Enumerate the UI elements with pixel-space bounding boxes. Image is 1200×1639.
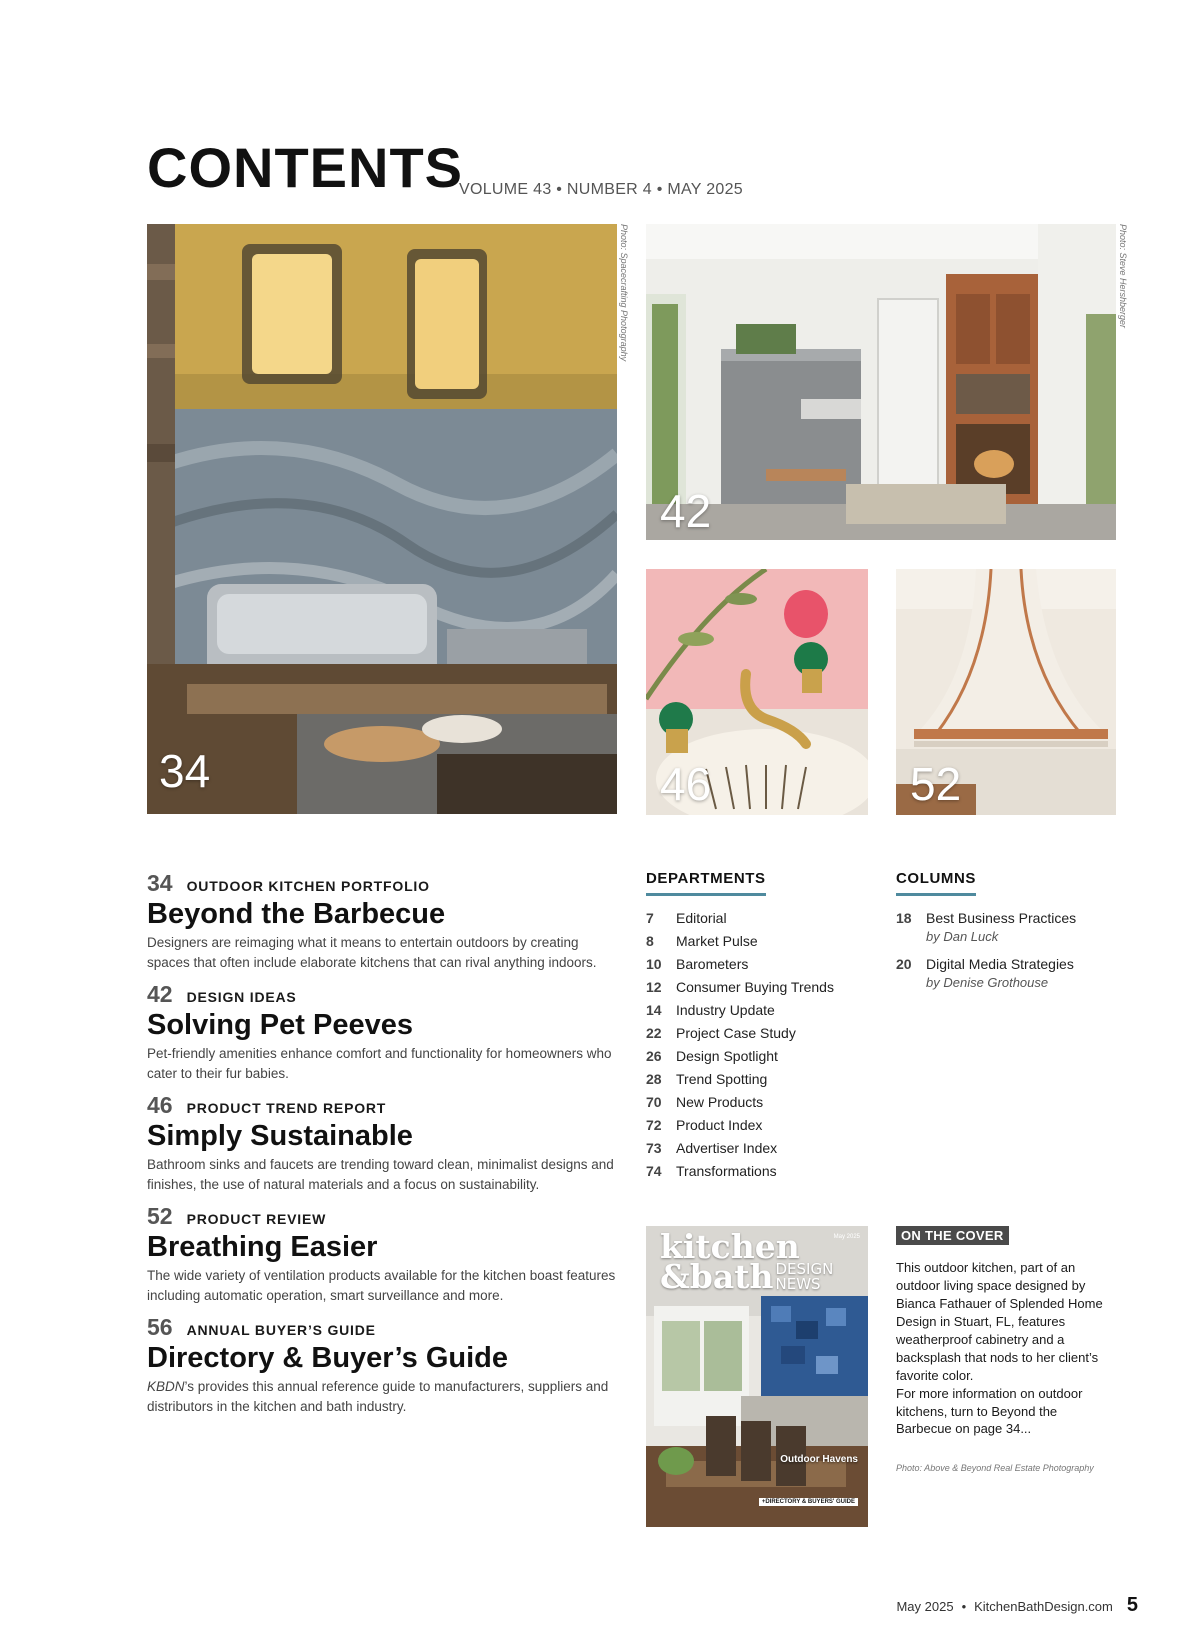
cover-photo-credit: Photo: Above & Beyond Real Estate Photography	[896, 1463, 1094, 1473]
department-page: 74	[646, 1162, 662, 1179]
feature-page-number: 42	[147, 981, 173, 1007]
page-footer	[896, 1594, 1138, 1617]
outdoor-kitchen-image	[147, 224, 617, 814]
photo-faucet[interactable]	[646, 569, 868, 815]
feature-kicker: OUTDOOR KITCHEN PORTFOLIO	[186, 878, 430, 894]
feature-description: The wide variety of ventilation products available for the kitchen boast features including automatic operation, smart surveillance and more.	[147, 1268, 616, 1304]
column-author: by Dan Luck	[926, 929, 999, 944]
feature-title: Solving Pet Peeves	[147, 1009, 413, 1041]
cover-masthead-news: NEWS	[775, 1274, 821, 1293]
feature-page-number: 46	[147, 1092, 173, 1118]
department-page: 8	[646, 932, 654, 949]
department-page: 70	[646, 1093, 662, 1110]
cover-description-text: This outdoor kitchen, part of an outdoor living space designed by Bianca Fathauer of Splended Home Design in Stuart, FL, features weatherproof cabinetry and a backsplash that nods to her client’s favorite color.	[896, 1260, 1103, 1383]
column-author: by Denise Grothouse	[926, 975, 1049, 990]
cover-headline: Outdoor Havens	[780, 1454, 858, 1465]
feature-description-text: ’s provides this annual reference guide to manufacturers, suppliers and distributors in the kitchen and bath industry.	[147, 1379, 609, 1415]
photo-pet-room[interactable]	[646, 224, 1116, 540]
feature-title: Directory & Buyer’s Guide	[147, 1342, 508, 1374]
columns-list	[896, 910, 1126, 990]
photo-outdoor-kitchen[interactable]	[147, 224, 617, 814]
department-page: 10	[646, 955, 662, 972]
department-item[interactable]	[646, 998, 876, 1021]
department-name: Transformations	[676, 1162, 777, 1179]
feature-description: Pet-friendly amenities enhance comfort and functionality for homeowners who cater to their fur babies.	[147, 1046, 612, 1082]
footer-website-link[interactable]: KitchenBathDesign.com	[974, 1599, 1113, 1614]
department-item[interactable]	[646, 1044, 876, 1067]
columns-section	[896, 870, 1126, 1002]
department-page: 7	[646, 909, 654, 926]
department-name: Consumer Buying Trends	[676, 978, 834, 995]
department-name: Advertiser Index	[676, 1139, 778, 1156]
cover-masthead-line2: &bath	[660, 1257, 774, 1296]
cover-masthead-design: DESIGN	[775, 1259, 834, 1278]
feature-description: Designers are reimaging what it means to entertain outdoors by creating spaces that often include elaborate kitchens that can rival anything indoors.	[147, 935, 597, 971]
department-item[interactable]	[646, 1090, 876, 1113]
department-name: Industry Update	[676, 1001, 775, 1018]
column-title: Digital Media Strategies	[926, 956, 1074, 972]
cover-masthead	[660, 1227, 834, 1296]
page-title: CONTENTS	[147, 136, 463, 199]
department-name: Trend Spotting	[676, 1070, 768, 1087]
footer-page-number: 5	[1126, 1594, 1138, 1616]
feature-kicker: PRODUCT TREND REPORT	[186, 1100, 387, 1116]
feature-kicker: DESIGN IDEAS	[186, 989, 297, 1005]
department-page: 22	[646, 1024, 662, 1041]
column-page: 18	[896, 910, 912, 926]
feature-item[interactable]	[147, 981, 617, 1084]
departments-list	[646, 906, 876, 1182]
feature-page-number: 34	[147, 870, 173, 896]
column-page: 20	[896, 956, 912, 972]
column-title: Best Business Practices	[926, 910, 1077, 926]
department-item[interactable]	[646, 1159, 876, 1182]
column-item[interactable]	[896, 910, 1126, 944]
column-item[interactable]	[896, 956, 1126, 990]
feature-kicker: PRODUCT REVIEW	[186, 1211, 327, 1227]
department-item[interactable]	[646, 1136, 876, 1159]
department-name: Project Case Study	[676, 1024, 796, 1041]
cover-thumbnail[interactable]	[646, 1226, 868, 1527]
photo-credit: Photo: Steve Hershberger	[1118, 224, 1128, 329]
photo-range-hood[interactable]	[896, 569, 1116, 815]
department-name: Product Index	[676, 1116, 763, 1133]
department-item[interactable]	[646, 906, 876, 929]
feature-item[interactable]	[147, 1314, 617, 1417]
photo-page-number: 34	[159, 745, 211, 797]
photo-page-number: 46	[660, 758, 712, 810]
department-page: 72	[646, 1116, 662, 1133]
feature-item[interactable]	[147, 870, 617, 973]
feature-item[interactable]	[147, 1092, 617, 1195]
cover-description	[896, 1259, 1111, 1438]
department-item[interactable]	[646, 1067, 876, 1090]
cover-subhead: +DIRECTORY & BUYERS' GUIDE	[759, 1498, 858, 1506]
department-item[interactable]	[646, 1021, 876, 1044]
publication-abbrev: KBDN	[147, 1379, 185, 1395]
footer-separator: •	[961, 1599, 967, 1614]
feature-item[interactable]	[147, 1203, 617, 1306]
cover-more-info: For more information on outdoor kitchens, turn to Beyond the Barbecue on page 34...	[896, 1385, 1083, 1437]
cover-date: May 2025	[833, 1234, 860, 1240]
photo-page-number: 52	[910, 758, 962, 810]
pet-room-image	[646, 224, 1116, 540]
feature-title: Beyond the Barbecue	[147, 898, 446, 930]
feature-title: Breathing Easier	[147, 1231, 378, 1263]
department-name: Design Spotlight	[676, 1047, 778, 1064]
department-item[interactable]	[646, 1113, 876, 1136]
department-page: 28	[646, 1070, 662, 1087]
feature-page-number: 56	[147, 1314, 173, 1340]
departments-section	[646, 870, 876, 1182]
footer-date: May 2025	[896, 1599, 954, 1614]
department-name: Market Pulse	[676, 932, 758, 949]
department-page: 73	[646, 1139, 662, 1156]
cover-masthead-line1: kitchen	[660, 1227, 800, 1266]
departments-heading: DEPARTMENTS	[646, 870, 766, 896]
feature-kicker: ANNUAL BUYER’S GUIDE	[186, 1322, 376, 1338]
department-name: Barometers	[676, 955, 749, 972]
photo-credit: Photo: Spacecrafting Photography	[619, 224, 629, 362]
department-item[interactable]	[646, 929, 876, 952]
issue-info: VOLUME 43 • NUMBER 4 • MAY 2025	[459, 181, 744, 198]
columns-heading: COLUMNS	[896, 870, 976, 896]
on-the-cover-badge: ON THE COVER	[896, 1226, 1009, 1245]
department-name: Editorial	[676, 909, 727, 926]
department-page: 12	[646, 978, 662, 995]
feature-description	[147, 1377, 617, 1416]
department-name: New Products	[676, 1093, 764, 1110]
feature-page-number: 52	[147, 1203, 173, 1229]
department-page: 14	[646, 1001, 662, 1018]
feature-description: Bathroom sinks and faucets are trending toward clean, minimalist designs and finishes, the use of natural materials and a focus on sustainability.	[147, 1157, 614, 1193]
department-page: 26	[646, 1047, 662, 1064]
department-item[interactable]	[646, 975, 876, 998]
feature-title: Simply Sustainable	[147, 1120, 413, 1152]
department-item[interactable]	[646, 952, 876, 975]
photo-page-number: 42	[660, 485, 712, 537]
